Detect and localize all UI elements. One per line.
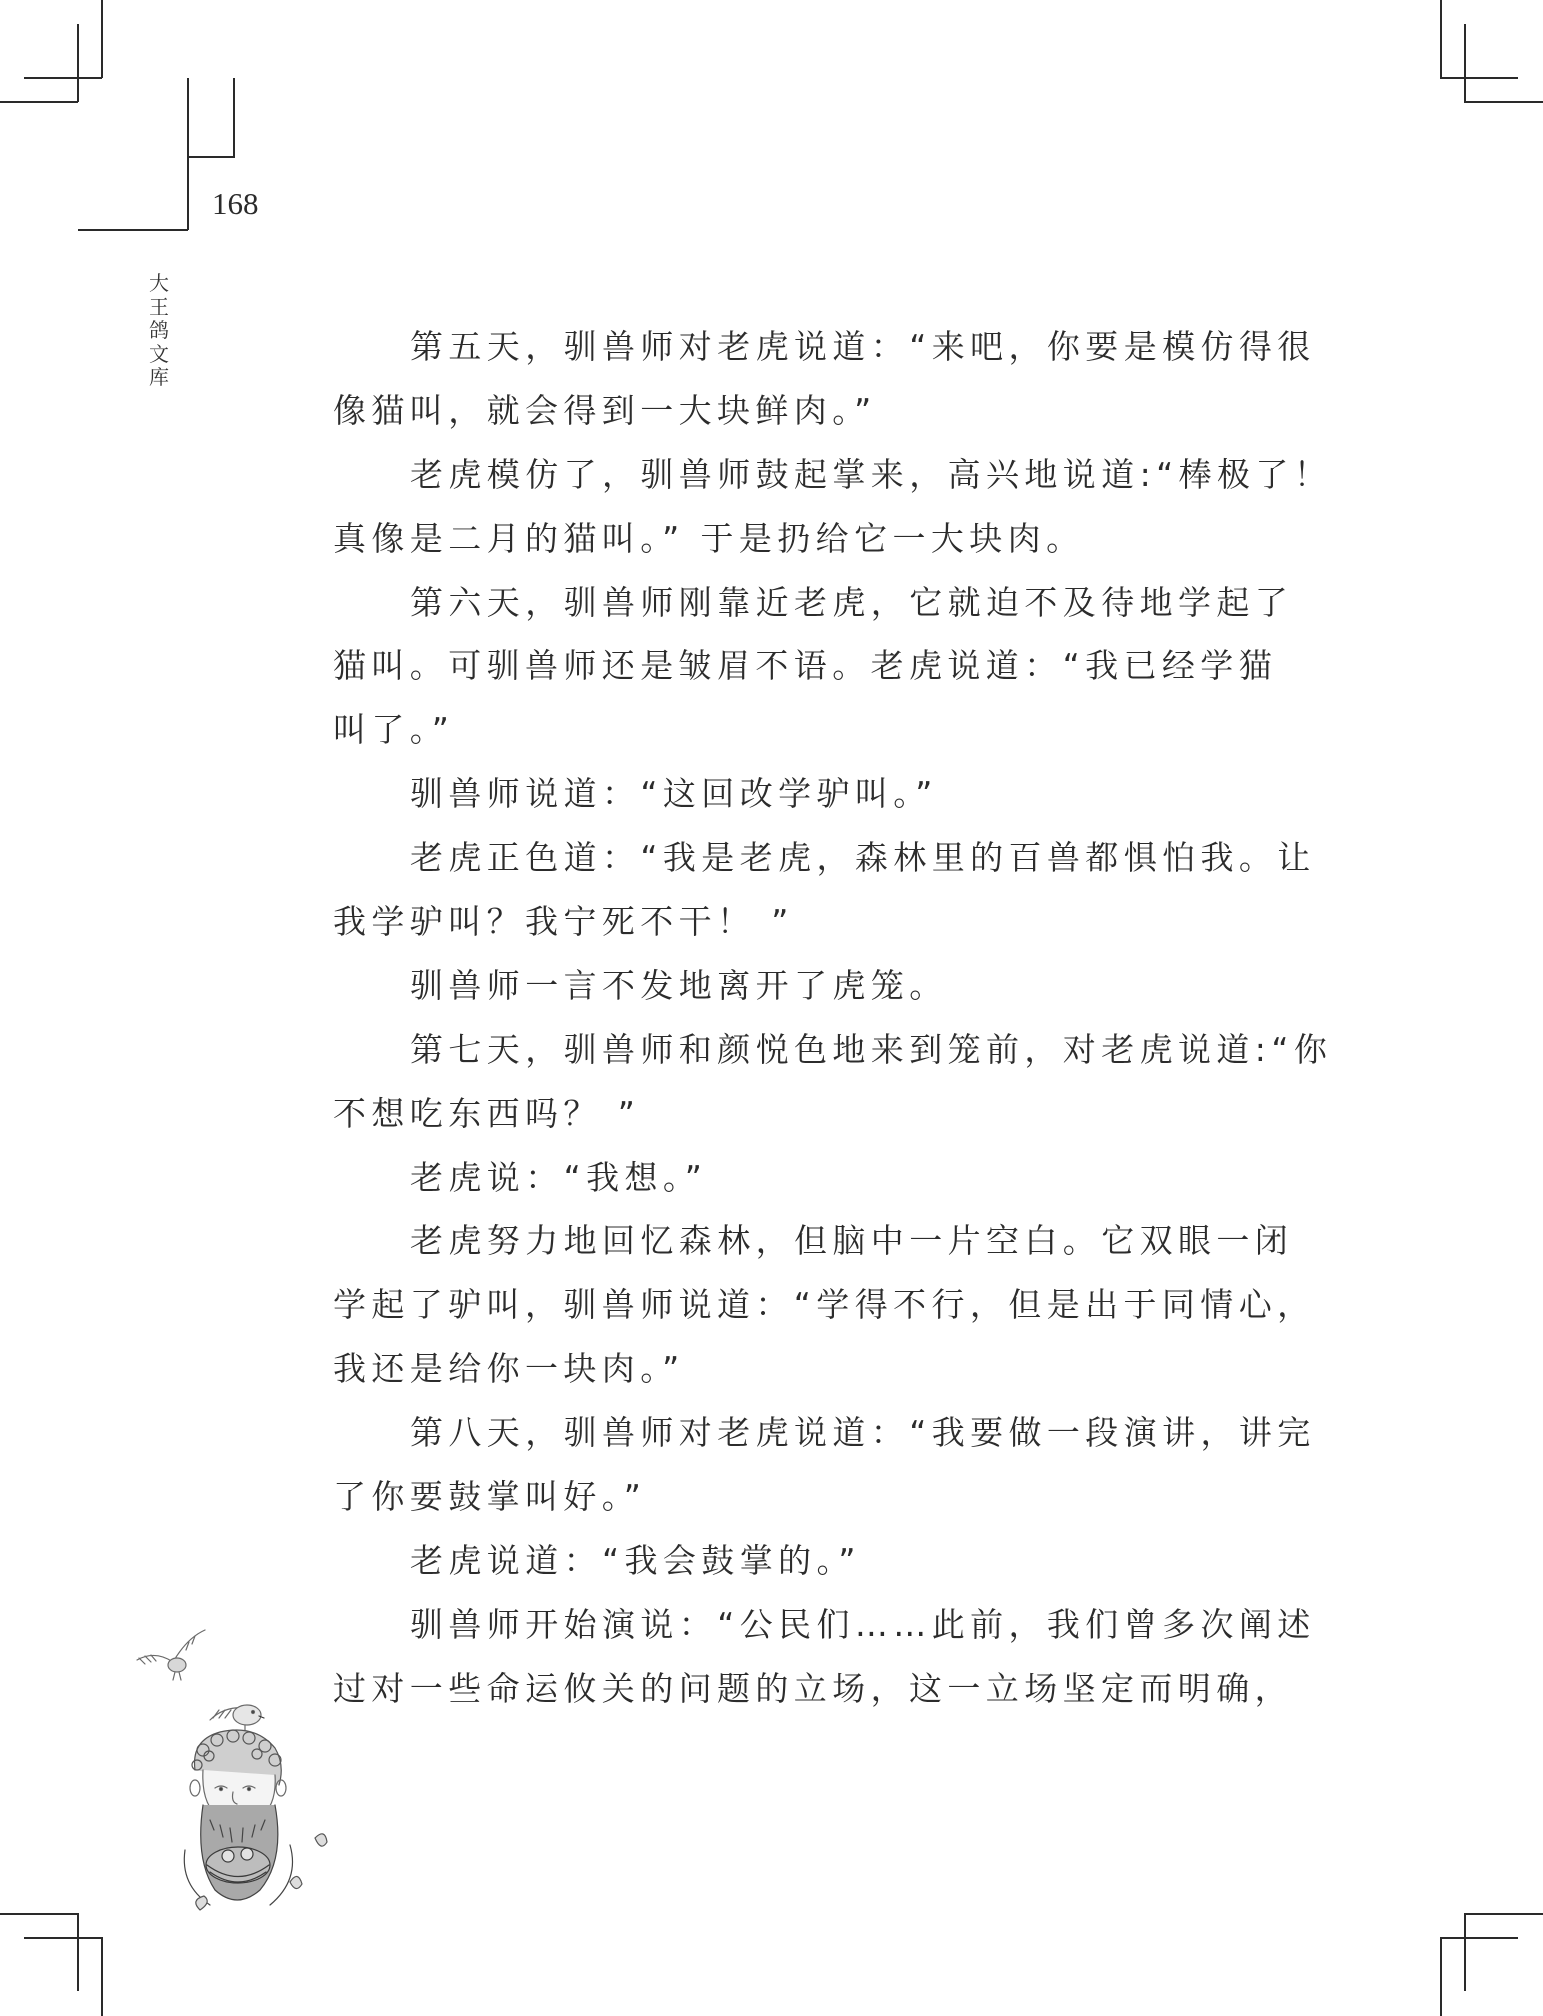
- text-line: 叫了。”: [333, 710, 455, 750]
- text-line: 老虎正色道：“我是老虎，森林里的百兽都惧怕我。让: [410, 838, 1316, 878]
- series-label-char: 库: [149, 365, 169, 389]
- text-line: 第八天，驯兽师对老虎说道：“我要做一段演讲，讲完: [410, 1413, 1316, 1453]
- text-line: 我学驴叫？我宁死不干！ ”: [333, 902, 794, 942]
- page-number: 168: [212, 186, 259, 221]
- text-line: 真像是二月的猫叫。” 于是扔给它一大块肉。: [333, 518, 1085, 558]
- text-line: 第六天，驯兽师刚靠近老虎，它就迫不及待地学起了: [410, 582, 1294, 622]
- nest-icon: [206, 1847, 270, 1883]
- text-line: 不想吃东西吗？ ”: [333, 1093, 641, 1133]
- bearded-man-illustration-icon: [125, 1620, 350, 1920]
- series-label-char: 王: [149, 294, 169, 319]
- text-line: 学起了驴叫，驯兽师说道：“学得不行，但是出于同情心，: [333, 1285, 1316, 1325]
- body-text: [333, 315, 1333, 1721]
- text-line: 驯兽师一言不发地离开了虎笼。: [410, 965, 948, 1005]
- text-line: 老虎努力地回忆森林，但脑中一片空白。它双眼一闭: [410, 1221, 1294, 1261]
- text-line: 驯兽师开始演说：“公民们……此前，我们曾多次阐述: [410, 1604, 1316, 1644]
- text-line: 老虎说道：“我会鼓掌的。”: [410, 1540, 861, 1580]
- text-line: 老虎说：“我想。”: [410, 1157, 708, 1197]
- series-label-char: 鸽: [149, 318, 169, 342]
- text-line: 我还是给你一块肉。”: [333, 1349, 685, 1389]
- text-line: 老虎模仿了，驯兽师鼓起掌来，高兴地说道:“棒极了！: [410, 454, 1333, 494]
- text-line: 第七天，驯兽师和颜悦色地来到笼前，对老虎说道:“你: [410, 1029, 1333, 1069]
- text-line: 了你要鼓掌叫好。”: [333, 1477, 647, 1517]
- series-label-char: 文: [149, 341, 169, 366]
- flying-bird-icon: [137, 1630, 205, 1680]
- text-line: 像猫叫，就会得到一大块鲜肉。”: [333, 390, 877, 430]
- text-line: 第五天，驯兽师对老虎说道：“来吧，你要是模仿得很: [410, 327, 1316, 366]
- text-line: 驯兽师说道：“这回改学驴叫。”: [410, 774, 938, 814]
- series-label-char: 大: [149, 271, 169, 295]
- series-label: [147, 272, 171, 390]
- text-line: 猫叫。可驯兽师还是皱眉不语。老虎说道：“我已经学猫: [333, 646, 1278, 686]
- text-line: 过对一些命运攸关的问题的立场，这一立场坚定而明确，: [333, 1668, 1293, 1708]
